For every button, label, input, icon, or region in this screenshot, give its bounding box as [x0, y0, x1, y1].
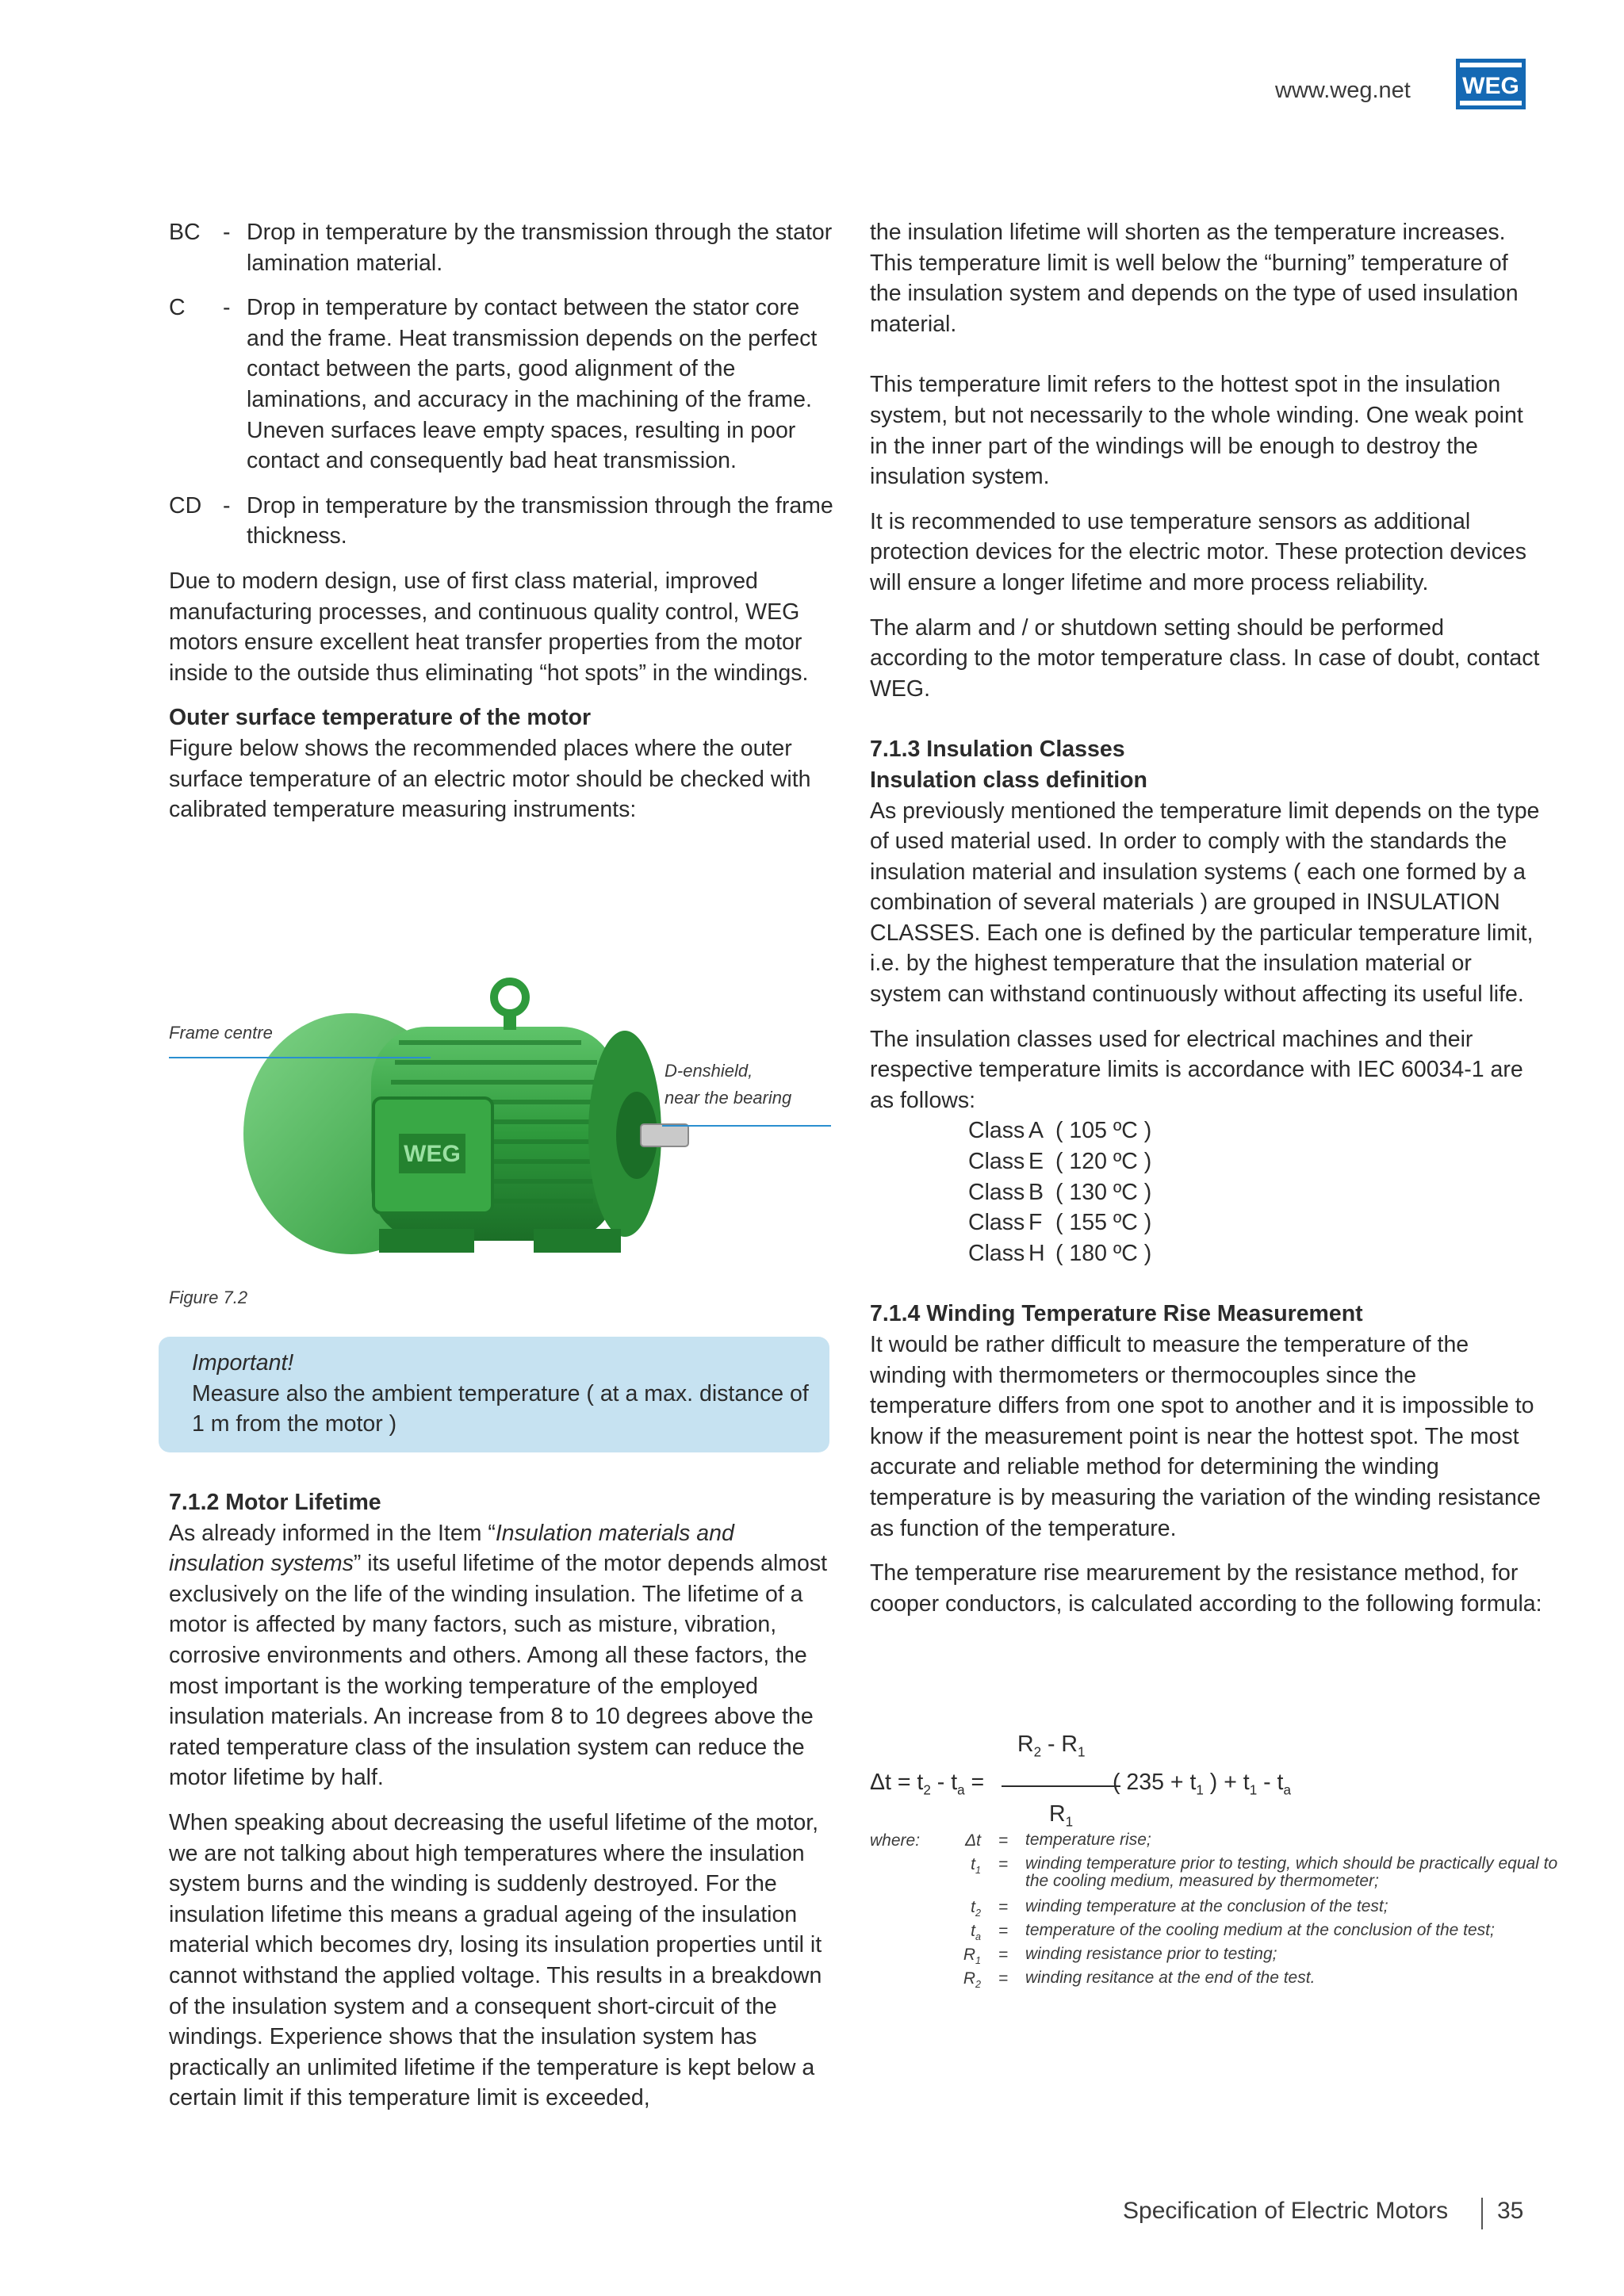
right-column [870, 217, 1544, 1619]
formula-rhs: ( $235 + t_1$ ) + $t_1 - t_a$ [1113, 1770, 1291, 1798]
class-row: Class B ( 130 ºC ) [968, 1179, 1152, 1205]
class-row: Class H ( 180 ºC ) [968, 1240, 1152, 1266]
label-d-endshield-2: near the bearing [665, 1088, 792, 1108]
footer-separator [1481, 2198, 1483, 2229]
winding-paragraph-1: It would be rather difficult to measure the temperature of the winding with thermometers or thermocouples since the temperature differs from one spot to another and it is impossible to know if the measurement point is near the hottest spot. The most accurate and reliable method for determining the winding temperature is by measuring the variation of the winding resistance as function of the temperature. [870, 1332, 1541, 1541]
winding-paragraph-2: The temperature rise mearurement by the resistance method, for cooper conductors, is calculated according to the following formula: [870, 1560, 1542, 1617]
cd-text: Drop in temperature by the transmission through the frame thickness. [247, 492, 833, 549]
right-paragraph-3: It is recommended to use temperature sensors as additional protection devices for the electric motor. These protection devices will ensure a longer lifetime and more process reliability. [870, 508, 1526, 595]
legend-row: $t_2$ = winding temperature at the conclusion of the test; [971, 1897, 1388, 1919]
c-definition [169, 293, 835, 476]
figure-caption: Figure 7.2 [169, 1288, 248, 1307]
right-paragraph-1: the insulation lifetime will shorten as the temperature increases. This temperature limit is well below the “burning” temperature of the insulation system and depends on the type of used insulation material. [870, 220, 1519, 337]
legend-row: $t_a$ = temperature of the cooling medium at the conclusion of the test; [971, 1921, 1495, 1943]
important-text: Measure also the ambient temperature ( at a max. distance of 1 m from the motor ) [192, 1380, 809, 1437]
lifetime-heading: 7.1.2 Motor Lifetime [169, 1490, 381, 1515]
formula-numerator: $R_2 - R_1$ [1017, 1732, 1086, 1760]
cd-dash: - [223, 492, 231, 519]
motor-logo: WEG [404, 1141, 461, 1167]
bc-dash: - [223, 220, 231, 245]
classes-subheading: Insulation class definition [870, 767, 1147, 793]
fraction-bar [1002, 1785, 1120, 1787]
insulation-classes-list [968, 1115, 1544, 1269]
lifetime-section [169, 1487, 835, 2114]
bc-key: BC [169, 220, 201, 245]
formula-denominator: $R_1$ [1049, 1801, 1074, 1830]
where-label: where: [870, 1831, 921, 1850]
important-title: Important! [192, 1350, 294, 1376]
c-key: C [169, 295, 186, 321]
website-url: www.weg.net [1275, 78, 1411, 103]
classes-paragraph-2: The insulation classes used for electrical machines and their respective temperature limits is accordance with IEC 60034-1 are as follows: [870, 1026, 1523, 1113]
weg-logo-text: WEG [1462, 73, 1519, 99]
legend-row: $t_1$ = winding temperature prior to testing, which should be practically equal to the cooling medium, measured by thermometer; [971, 1854, 1558, 1890]
right-paragraph-2: This temperature limit refers to the hottest spot in the insulation system, but not necessarily to the whole winding. One weak point in the inner part of the windings will be enough to destroy the insulation system. [870, 372, 1523, 490]
motor-illustration [169, 967, 843, 1316]
outer-surface-heading: Outer surface temperature of the motor [169, 705, 592, 731]
lifetime-paragraph-2: When speaking about decreasing the useful lifetime of the motor, we are not talking about high temperatures where the insulation system burns and the winding is suddenly destroyed. For the insulation lifetime this means a gradual ageing of the insulation material which becomes dry, losing its insulation properties until it cannot withstand the applied voltage. This results in a breakdown of the insulation system and a consequent short-circuit of the windings. Experience shows that the insulation system has practically an unlimited lifetime if the temperature is kept below a certain limit if this temperature limit is exceeded, [169, 1809, 822, 2111]
classes-paragraph-1: As previously mentioned the temperature limit depends on the type of used material used. In order to comply with the standards the insulation material and insulation systems ( each one formed by a combination of several materials ) are grouped in INSULATION CLASSES. Each one is defined by the particular temperature limit, i.e. by the highest temperature that the insulation material or system can withstand continuously without affecting its useful life. [870, 798, 1540, 1008]
outer-surface-text: Figure below shows the recommended places where the outer surface temperature of an electric motor should be checked with calibrated temperature measuring instruments: [169, 735, 811, 823]
lifetime-paragraph-1: As already informed in the Item “Insulation materials and insulation systems” its useful lifetime of the motor depends almost exclusively on the life of the winding insulation. The lifetime of a motor is affected by many factors, such as misture, vibration, corrosive environments and others. Among all these factors, the most important is the working temperature of the employed insulation materials. An increase from 8 to 10 degrees above the rated temperature class of the insulation system can reduce the motor lifetime by half. [169, 1520, 828, 1791]
cd-key: CD [169, 492, 202, 519]
class-row: Class F ( 155 ºC ) [968, 1210, 1152, 1236]
label-frame-centre: Frame centre [169, 1023, 273, 1043]
right-paragraph-4: The alarm and / or shutdown setting should be performed according to the motor temperature class. In case of doubt, contact WEG. [870, 614, 1540, 702]
design-paragraph: Due to modern design, use of first class material, improved manufacturing processes, and continuous quality control, WEG motors ensure excellent heat transfer properties from the motor inside to the outside thus eliminating “hot spots” in the windings. [169, 568, 809, 686]
c-text: Drop in temperature by contact between the stator core and the frame. Heat transmission depends on the perfect contact between the parts, good alignment of the laminations, and accuracy in the machining of the frame. Uneven surfaces leave empty spaces, resulting in poor contact and consequently bad heat transmission. [247, 295, 818, 474]
legend-row: $R_1$ = winding resistance prior to testing; [963, 1945, 1277, 1967]
classes-heading: 7.1.3 Insulation Classes [870, 737, 1125, 763]
label-d-endshield-1: D-enshield, [665, 1061, 753, 1081]
important-note [159, 1337, 829, 1452]
class-row: Class A ( 105 ºC ) [968, 1118, 1152, 1144]
footer-title: Specification of Electric Motors [1123, 2198, 1449, 2224]
class-row: Class E ( 120 ºC ) [968, 1149, 1152, 1175]
left-column [169, 217, 835, 825]
temperature-rise-formula [870, 1725, 1473, 1830]
c-dash: - [223, 295, 231, 321]
page-number: 35 [1497, 2198, 1524, 2224]
legend-row: Δt = temperature rise; [965, 1831, 1151, 1850]
formula-lhs: $\Delta t = t_2 - t_a$ = [870, 1770, 985, 1798]
legend-row: $R_2$ = winding resitance at the end of the test. [963, 1969, 1316, 1991]
bc-text: Drop in temperature by the transmission through the stator lamination material. [247, 220, 833, 276]
bc-definition [169, 217, 835, 278]
weg-logo [1456, 59, 1526, 109]
cd-definition [169, 491, 835, 552]
winding-heading: 7.1.4 Winding Temperature Rise Measurement [870, 1301, 1363, 1327]
